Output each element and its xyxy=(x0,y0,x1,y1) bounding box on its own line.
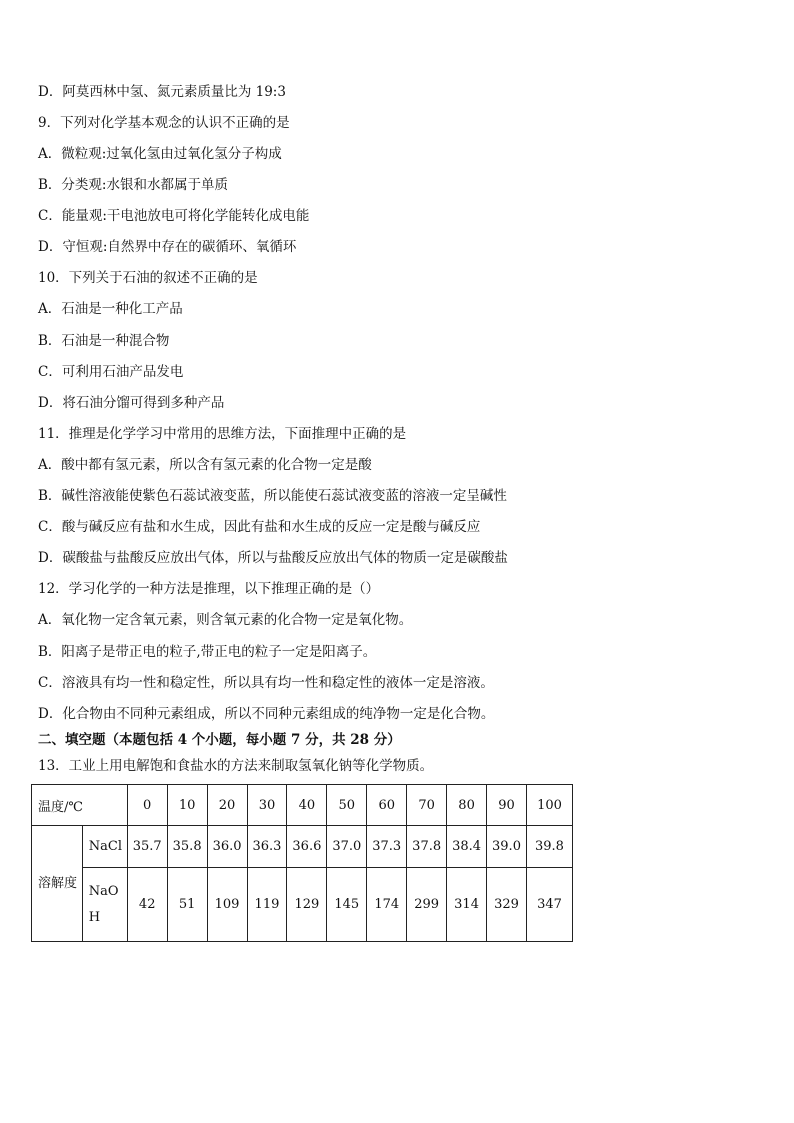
naoh-cell: 145 xyxy=(327,868,367,942)
option-line: D．守恒观:自然界中存在的碳循环、氧循环 xyxy=(38,239,297,255)
option-line: D．化合物由不同种元素组成，所以不同种元素组成的纯净物一定是化合物。 xyxy=(38,706,495,722)
temperature-cell: 10 xyxy=(167,785,207,826)
option-line: A．酸中都有氢元素，所以含有氢元素的化合物一定是酸 xyxy=(38,457,372,473)
naoh-cell: 119 xyxy=(247,868,287,942)
option-line: C．可利用石油产品发电 xyxy=(38,364,184,380)
naoh-cell: 329 xyxy=(487,868,527,942)
nacl-cell: 37.3 xyxy=(367,826,407,868)
naoh-cell: 129 xyxy=(287,868,327,942)
nacl-cell: 39.0 xyxy=(487,826,527,868)
nacl-cell: 39.8 xyxy=(526,826,572,868)
nacl-cell: 37.0 xyxy=(327,826,367,868)
option-line: C．能量观:干电池放电可将化学能转化成电能 xyxy=(38,208,310,224)
nacl-cell: 35.8 xyxy=(167,826,207,868)
naoh-cell: 347 xyxy=(526,868,572,942)
nacl-cell: 37.8 xyxy=(407,826,447,868)
naoh-cell: 314 xyxy=(447,868,487,942)
question-stem: 10．下列关于石油的叙述不正确的是 xyxy=(38,270,258,286)
temperature-cell: 30 xyxy=(247,785,287,826)
naoh-cell: 42 xyxy=(127,868,167,942)
question-stem: 12．学习化学的一种方法是推理，以下推理正确的是（） xyxy=(38,581,380,597)
temperature-cell: 20 xyxy=(207,785,247,826)
table-row xyxy=(32,785,573,826)
section-heading: 二、填空题（本题包括 4 个小题，每小题 7 分，共 28 分） xyxy=(38,732,401,748)
option-line: D．将石油分馏可得到多种产品 xyxy=(38,395,225,411)
nacl-label: NaCl xyxy=(82,826,127,868)
option-line: C．溶液具有均一性和稳定性，所以具有均一性和稳定性的液体一定是溶液。 xyxy=(38,675,494,691)
nacl-cell: 36.3 xyxy=(247,826,287,868)
naoh-cell: 174 xyxy=(367,868,407,942)
temperature-cell: 60 xyxy=(367,785,407,826)
temperature-cell: 0 xyxy=(127,785,167,826)
option-line: D．碳酸盐与盐酸反应放出气体，所以与盐酸反应放出气体的物质一定是碳酸盐 xyxy=(38,550,508,566)
nacl-cell: 38.4 xyxy=(447,826,487,868)
temperature-cell: 70 xyxy=(407,785,447,826)
table-row xyxy=(32,868,573,942)
option-line: A．微粒观:过氧化氢由过氧化氢分子构成 xyxy=(38,146,282,162)
option-line: C．酸与碱反应有盐和水生成，因此有盐和水生成的反应一定是酸与碱反应 xyxy=(38,519,481,535)
question-stem: 13．工业上用电解饱和食盐水的方法来制取氢氧化钠等化学物质。 xyxy=(38,758,434,774)
option-line: A．石油是一种化工产品 xyxy=(38,301,183,317)
temperature-cell: 100 xyxy=(526,785,572,826)
nacl-cell: 36.0 xyxy=(207,826,247,868)
option-line: D．阿莫西林中氢、氮元素质量比为 19:3 xyxy=(38,84,286,100)
naoh-cell: 299 xyxy=(407,868,447,942)
naoh-cell: 51 xyxy=(167,868,207,942)
option-line: B．石油是一种混合物 xyxy=(38,333,170,349)
nacl-cell: 35.7 xyxy=(127,826,167,868)
temperature-cell: 80 xyxy=(447,785,487,826)
option-line: A．氧化物一定含氧元素，则含氧元素的化合物一定是氧化物。 xyxy=(38,612,413,628)
naoh-cell: 109 xyxy=(207,868,247,942)
option-line: B．阳离子是带正电的粒子,带正电的粒子一定是阳离子。 xyxy=(38,644,377,660)
option-line: B．分类观:水银和水都属于单质 xyxy=(38,177,228,193)
temperature-cell: 40 xyxy=(287,785,327,826)
temperature-cell: 90 xyxy=(487,785,527,826)
naoh-label: NaOH xyxy=(82,868,127,942)
solubility-table xyxy=(31,784,573,942)
question-stem: 11．推理是化学学习中常用的思维方法，下面推理中正确的是 xyxy=(38,426,407,442)
nacl-cell: 36.6 xyxy=(287,826,327,868)
temperature-cell: 50 xyxy=(327,785,367,826)
question-stem: 9．下列对化学基本观念的认识不正确的是 xyxy=(38,115,290,131)
temperature-header: 温度/℃ xyxy=(32,785,128,826)
option-line: B．碱性溶液能使紫色石蕊试液变蓝，所以能使石蕊试液变蓝的溶液一定呈碱性 xyxy=(38,488,507,504)
solubility-header: 溶解度 xyxy=(32,826,83,942)
table-row xyxy=(32,826,573,868)
